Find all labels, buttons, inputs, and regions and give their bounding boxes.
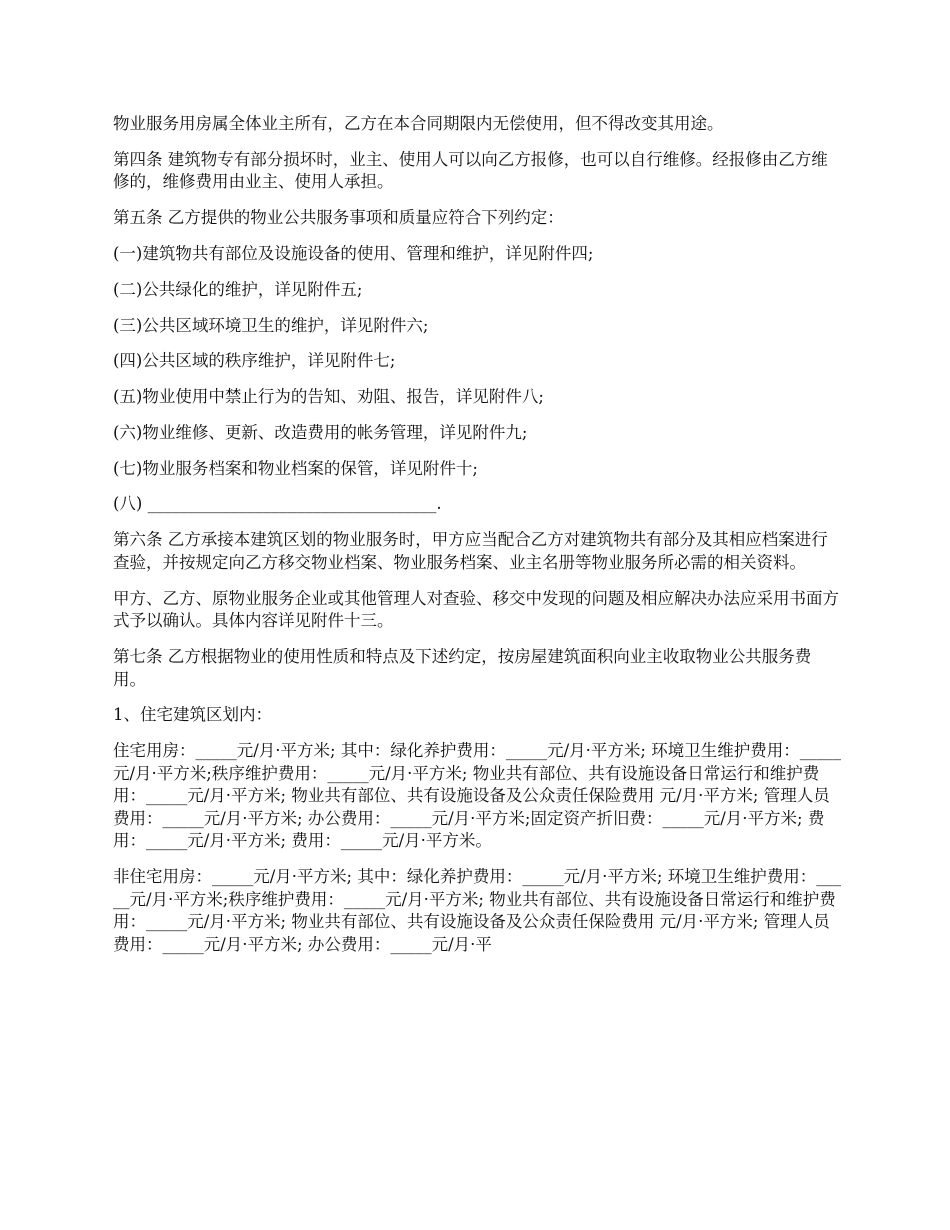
list-item-5-1: (一)建筑物共有部位及设施设备的使用、管理和维护，详见附件四; xyxy=(113,243,594,263)
list-item-5-8: (八) ___________________________________. xyxy=(113,494,442,514)
list-item-5-3: (三)公共区域环境卫生的维护，详见附件六; xyxy=(113,315,429,335)
paragraph-article-6: 第六条 乙方承接本建筑区划的物业服务时，甲方应当配合乙方对建筑物共有部分及其相应档案进行查验，并按规定向乙方移交物业档案、物业服务档案、业主名册等物业服务所必需的相关资料。 xyxy=(113,530,828,572)
list-item-5-6: (六)物业维修、更新、改造费用的帐务管理，详见附件九; xyxy=(113,422,528,442)
paragraph-residential-fees: 住宅用房：_____元/月·平方米; 其中：绿化养护费用：_____元/月·平方米; 环境卫生维护费用：_____元/月·平方米;秩序维护费用：_____元/月·平方米; 物业共有部位、共有设施设备日常运行和维护费用：_____元/月·平方米; 物业共有部位、共有设施设备及公众责任保险费用 元/月·平方米; 管理人员费用：_____元/月·平方米; 办公费用：_____元/月·平方米;固定资产折旧费：_____元/月·平方米; 费用：_____元/月·平方米; 费用：_____元/月·平方米。 xyxy=(113,741,841,851)
list-item-5-5: (五)物业使用中禁止行为的告知、劝阻、报告，详见附件八; xyxy=(113,387,544,407)
paragraph-non-residential-fees: 非住宅用房：_____元/月·平方米; 其中：绿化养护费用：_____元/月·平方米; 环境卫生维护费用：_____元/月·平方米;秩序维护费用：_____元/月·平方米; 物业共有部位、共有设施设备日常运行和维护费用：_____元/月·平方米; 物业共有部位、共有设施设备及公众责任保险费用 元/月·平方米; 管理人员费用：_____元/月·平方米; 办公费用：_____元/月·平 xyxy=(113,867,841,955)
paragraph-property-service-room: 物业服务用房属全体业主所有，乙方在本合同期限内无偿使用，但不得改变其用途。 xyxy=(113,114,724,133)
paragraph-residential-area-heading: 1、住宅建筑区划内： xyxy=(113,705,272,725)
paragraph-article-6-confirmation: 甲方、乙方、原物业服务企业或其他管理人对查验、移交中发现的问题及相应解决办法应采用书面方式予以确认。具体内容详见附件十三。 xyxy=(113,588,839,631)
document-page xyxy=(113,113,843,970)
paragraph-article-7: 第七条 乙方根据物业的使用性质和特点及下述约定，按房屋建筑面积向业主收取物业公共服务费用。 xyxy=(113,646,812,689)
paragraph-article-4: 第四条 建筑物专有部分损坏时，业主、使用人可以向乙方报修，也可以自行维修。经报修由乙方维修的，维修费用由业主、使用人承担。 xyxy=(113,149,828,192)
list-item-5-2: (二)公共绿化的维护，详见附件五; xyxy=(113,279,363,299)
list-item-5-7: (七)物业服务档案和物业档案的保管，详见附件十; xyxy=(113,458,478,478)
paragraph-article-5: 第五条 乙方提供的物业公共服务事项和质量应符合下列约定： xyxy=(113,208,564,228)
list-item-5-4: (四)公共区域的秩序维护，详见附件七; xyxy=(113,351,396,371)
